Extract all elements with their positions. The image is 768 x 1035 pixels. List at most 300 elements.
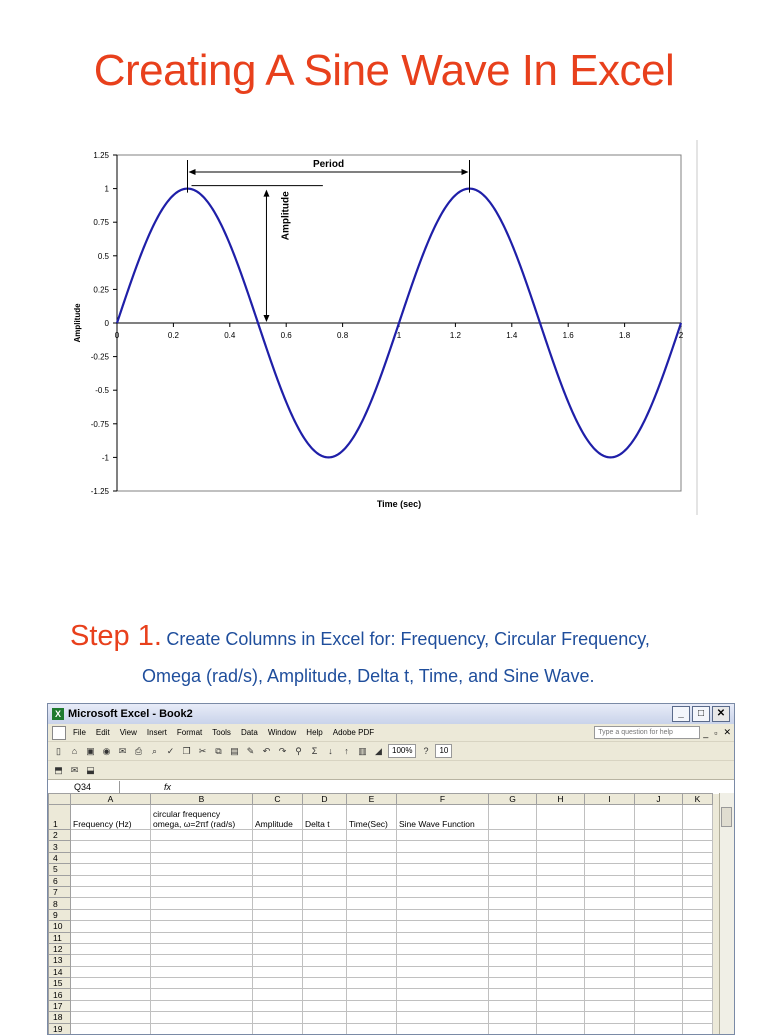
table-cell[interactable] — [537, 886, 585, 897]
table-cell[interactable] — [151, 943, 253, 954]
autosum-icon[interactable]: Σ — [311, 745, 318, 756]
y-tick-label: 0.5 — [97, 251, 109, 261]
table-cell[interactable] — [347, 886, 397, 897]
convert-to-pdf-icon[interactable]: ⬒ — [54, 764, 63, 775]
table-cell[interactable] — [585, 978, 635, 989]
zoom-select[interactable]: 100% — [388, 744, 416, 758]
table-cell[interactable] — [71, 830, 151, 841]
table-cell[interactable] — [303, 875, 347, 886]
table-cell[interactable] — [489, 898, 537, 909]
row-header[interactable]: 8 — [49, 898, 71, 909]
table-cell[interactable] — [397, 864, 489, 875]
workbook-icon[interactable] — [52, 726, 66, 740]
table-cell[interactable] — [489, 864, 537, 875]
table-cell[interactable] — [71, 1023, 151, 1034]
column-header[interactable]: H — [537, 794, 585, 805]
table-cell[interactable] — [71, 886, 151, 897]
table-cell[interactable] — [347, 1000, 397, 1011]
table-cell[interactable] — [151, 841, 253, 852]
table-cell[interactable] — [303, 898, 347, 909]
name-box[interactable]: Q34 — [48, 781, 120, 793]
table-cell[interactable] — [397, 1012, 489, 1023]
table-cell[interactable] — [253, 989, 303, 1000]
table-cell[interactable] — [635, 1000, 683, 1011]
table-cell[interactable] — [253, 955, 303, 966]
spelling-icon[interactable]: ✓ — [166, 745, 175, 756]
table-cell[interactable] — [537, 864, 585, 875]
table-cell[interactable] — [397, 966, 489, 977]
table-cell[interactable] — [71, 989, 151, 1000]
table-cell[interactable] — [347, 978, 397, 989]
table-cell[interactable] — [489, 932, 537, 943]
table-cell[interactable] — [303, 921, 347, 932]
row-header[interactable]: 17 — [49, 1000, 71, 1011]
table-cell[interactable] — [537, 1000, 585, 1011]
table-cell[interactable] — [585, 852, 635, 863]
table-cell[interactable] — [347, 955, 397, 966]
table-cell[interactable] — [683, 989, 713, 1000]
pdf-review-icon[interactable]: ⬓ — [86, 764, 95, 775]
table-cell[interactable] — [253, 1012, 303, 1023]
table-cell[interactable] — [253, 932, 303, 943]
table-cell[interactable] — [537, 1012, 585, 1023]
table-cell[interactable] — [347, 966, 397, 977]
table-cell[interactable] — [303, 1023, 347, 1034]
row-header[interactable]: 1 — [49, 805, 71, 830]
table-cell[interactable] — [489, 909, 537, 920]
row-header[interactable]: 13 — [49, 955, 71, 966]
column-header[interactable]: D — [303, 794, 347, 805]
table-cell[interactable] — [347, 830, 397, 841]
table-cell[interactable] — [489, 955, 537, 966]
table-cell[interactable] — [537, 830, 585, 841]
table-cell[interactable] — [489, 841, 537, 852]
scrollbar-thumb[interactable] — [721, 807, 732, 827]
table-cell[interactable] — [303, 978, 347, 989]
table-cell[interactable] — [347, 921, 397, 932]
table-cell[interactable] — [151, 909, 253, 920]
print-icon[interactable]: ⎙ — [134, 745, 143, 756]
y-tick-label: 1.25 — [93, 151, 109, 160]
ask-question-input[interactable]: Type a question for help — [594, 726, 700, 739]
table-cell[interactable] — [347, 864, 397, 875]
column-header[interactable]: A — [71, 794, 151, 805]
table-cell[interactable] — [151, 830, 253, 841]
table-cell[interactable] — [71, 943, 151, 954]
table-cell[interactable] — [71, 978, 151, 989]
table-cell[interactable] — [71, 1000, 151, 1011]
table-cell[interactable] — [635, 932, 683, 943]
save-icon[interactable]: ▣ — [86, 745, 95, 756]
table-cell[interactable] — [683, 1012, 713, 1023]
cell-k1[interactable] — [683, 805, 713, 830]
table-cell[interactable] — [253, 886, 303, 897]
cell-e1[interactable]: Time(Sec) — [347, 805, 397, 830]
table-cell[interactable] — [253, 943, 303, 954]
table-cell[interactable] — [585, 955, 635, 966]
table-cell[interactable] — [151, 886, 253, 897]
table-cell[interactable] — [635, 966, 683, 977]
worksheet-grid[interactable] — [48, 793, 734, 1035]
column-header[interactable]: B — [151, 794, 253, 805]
table-cell[interactable] — [635, 852, 683, 863]
table-cell[interactable] — [635, 875, 683, 886]
row-header[interactable]: 15 — [49, 978, 71, 989]
table-cell[interactable] — [397, 830, 489, 841]
table-cell[interactable] — [585, 830, 635, 841]
table-cell[interactable] — [397, 898, 489, 909]
table-cell[interactable] — [303, 966, 347, 977]
table-cell[interactable] — [253, 966, 303, 977]
row-header[interactable]: 11 — [49, 932, 71, 943]
column-header[interactable]: J — [635, 794, 683, 805]
cell-b1[interactable] — [151, 805, 253, 830]
table-cell[interactable] — [347, 898, 397, 909]
table-cell[interactable] — [489, 978, 537, 989]
table-cell[interactable] — [585, 1012, 635, 1023]
table-cell[interactable] — [537, 852, 585, 863]
row-header[interactable]: 18 — [49, 1012, 71, 1023]
redo-icon[interactable]: ↷ — [278, 745, 287, 756]
table-cell[interactable] — [683, 864, 713, 875]
table-cell[interactable] — [347, 852, 397, 863]
column-header[interactable]: E — [347, 794, 397, 805]
table-cell[interactable] — [397, 989, 489, 1000]
table-cell[interactable] — [489, 1023, 537, 1034]
table-cell[interactable] — [683, 830, 713, 841]
x-tick-label: 1 — [396, 331, 402, 340]
table-cell[interactable] — [71, 921, 151, 932]
menu-adobe-pdf[interactable]: Adobe PDF — [332, 728, 375, 737]
table-cell[interactable] — [585, 932, 635, 943]
table-cell[interactable] — [151, 898, 253, 909]
table-cell[interactable] — [347, 875, 397, 886]
column-header[interactable]: I — [585, 794, 635, 805]
table-cell[interactable] — [397, 932, 489, 943]
table-cell[interactable] — [151, 932, 253, 943]
table-cell[interactable] — [71, 852, 151, 863]
table-cell[interactable] — [397, 955, 489, 966]
fx-icon[interactable]: fx — [164, 782, 172, 792]
table-cell[interactable] — [71, 932, 151, 943]
pdf-email-icon[interactable]: ✉ — [70, 764, 79, 775]
table-cell[interactable] — [585, 921, 635, 932]
table-cell[interactable] — [585, 1000, 635, 1011]
table-cell[interactable] — [537, 841, 585, 852]
table-cell[interactable] — [253, 909, 303, 920]
menu-edit[interactable]: Edit — [95, 728, 110, 737]
menu-insert[interactable]: Insert — [146, 728, 167, 737]
table-cell[interactable] — [253, 1023, 303, 1034]
y-tick-label: -1 — [101, 453, 109, 463]
table-cell[interactable] — [537, 955, 585, 966]
column-header[interactable]: C — [253, 794, 303, 805]
row-header[interactable]: 7 — [49, 886, 71, 897]
table-cell[interactable] — [585, 966, 635, 977]
table-cell[interactable] — [303, 864, 347, 875]
cell-j1[interactable] — [635, 805, 683, 830]
table-cell[interactable] — [489, 1012, 537, 1023]
table-cell[interactable] — [635, 909, 683, 920]
table-cell[interactable] — [635, 921, 683, 932]
cell-d1[interactable]: Delta t — [303, 805, 347, 830]
cell-b1-line1: circular frequency — [153, 809, 221, 819]
table-cell[interactable] — [253, 830, 303, 841]
menu-view[interactable]: View — [119, 728, 137, 737]
workbook-minimize-button[interactable]: _ — [703, 727, 709, 738]
table-cell[interactable] — [585, 864, 635, 875]
table-cell[interactable] — [253, 852, 303, 863]
table-cell[interactable] — [635, 943, 683, 954]
print-preview-icon[interactable]: ⌕ — [151, 745, 158, 756]
table-cell[interactable] — [683, 978, 713, 989]
table-cell[interactable] — [253, 841, 303, 852]
table-cell[interactable] — [635, 1012, 683, 1023]
table-cell[interactable] — [683, 852, 713, 863]
table-cell[interactable] — [253, 978, 303, 989]
table-row — [49, 898, 713, 909]
workbook-close-button[interactable]: ✕ — [723, 727, 731, 737]
close-button[interactable]: ✕ — [712, 706, 730, 722]
table-cell[interactable] — [585, 1023, 635, 1034]
row-header[interactable]: 19 — [49, 1023, 71, 1034]
table-cell[interactable] — [71, 955, 151, 966]
table-cell[interactable] — [537, 978, 585, 989]
table-cell[interactable] — [71, 1012, 151, 1023]
table-cell[interactable] — [537, 875, 585, 886]
table-cell[interactable] — [397, 1023, 489, 1034]
table-cell[interactable] — [347, 1023, 397, 1034]
vertical-scrollbar[interactable] — [719, 793, 734, 1035]
table-cell[interactable] — [489, 875, 537, 886]
table-cell[interactable] — [683, 966, 713, 977]
table-cell[interactable] — [71, 875, 151, 886]
menu-data[interactable]: Data — [240, 728, 258, 737]
column-header-row — [49, 794, 713, 805]
table-cell[interactable] — [489, 943, 537, 954]
x-tick-label: 0.6 — [280, 331, 292, 340]
table-cell[interactable] — [253, 875, 303, 886]
table-cell[interactable] — [537, 898, 585, 909]
table-cell[interactable] — [303, 886, 347, 897]
table-cell[interactable] — [253, 898, 303, 909]
row-header[interactable]: 9 — [49, 909, 71, 920]
table-cell[interactable] — [489, 1000, 537, 1011]
table-cell[interactable] — [71, 864, 151, 875]
table-cell[interactable] — [585, 886, 635, 897]
table-cell[interactable] — [303, 955, 347, 966]
table-cell[interactable] — [635, 898, 683, 909]
new-icon[interactable]: ▯ — [56, 745, 61, 756]
column-header[interactable]: K — [683, 794, 713, 805]
menu-format[interactable]: Format — [176, 728, 203, 737]
format-painter-icon[interactable]: ✎ — [246, 745, 255, 756]
table-cell[interactable] — [71, 898, 151, 909]
table-cell[interactable] — [303, 932, 347, 943]
table-cell[interactable] — [683, 1000, 713, 1011]
table-cell[interactable] — [683, 932, 713, 943]
table-cell[interactable] — [489, 852, 537, 863]
table-cell[interactable] — [585, 943, 635, 954]
row-header[interactable]: 5 — [49, 864, 71, 875]
table-cell[interactable] — [635, 989, 683, 1000]
table-cell[interactable] — [683, 898, 713, 909]
table-cell[interactable] — [537, 989, 585, 1000]
table-cell[interactable] — [397, 978, 489, 989]
table-cell[interactable] — [683, 909, 713, 920]
table-cell[interactable] — [303, 989, 347, 1000]
table-cell[interactable] — [397, 875, 489, 886]
select-all-corner[interactable] — [49, 794, 71, 805]
copy-icon[interactable]: ⧉ — [215, 745, 222, 756]
column-header[interactable]: G — [489, 794, 537, 805]
row-header[interactable]: 16 — [49, 989, 71, 1000]
paste-icon[interactable]: ▤ — [230, 745, 239, 756]
cell-c1[interactable]: Amplitude — [253, 805, 303, 830]
table-cell[interactable] — [683, 875, 713, 886]
table-cell[interactable] — [397, 852, 489, 863]
hyperlink-icon[interactable]: ⚲ — [295, 745, 302, 756]
table-cell[interactable] — [303, 1012, 347, 1023]
table-cell[interactable] — [585, 909, 635, 920]
step-text-line2: Omega (rad/s), Amplitude, Delta t, Time, and Sine Wave. — [142, 666, 595, 686]
table-cell[interactable] — [683, 921, 713, 932]
sort-ascending-icon[interactable]: ↓ — [328, 745, 333, 756]
table-cell[interactable] — [489, 921, 537, 932]
undo-icon[interactable]: ↶ — [262, 745, 271, 756]
font-size-select[interactable]: 10 — [435, 744, 452, 758]
table-cell[interactable] — [303, 830, 347, 841]
table-cell[interactable] — [303, 852, 347, 863]
table-cell[interactable] — [635, 955, 683, 966]
table-cell[interactable] — [71, 966, 151, 977]
table-cell[interactable] — [151, 1023, 253, 1034]
chart-wizard-icon[interactable]: ▥ — [358, 745, 367, 756]
cut-icon[interactable]: ✂ — [198, 745, 207, 756]
table-cell[interactable] — [683, 886, 713, 897]
table-cell[interactable] — [489, 886, 537, 897]
row-header[interactable]: 6 — [49, 875, 71, 886]
table-cell[interactable] — [397, 909, 489, 920]
table-cell[interactable] — [635, 1023, 683, 1034]
menu-help[interactable]: Help — [306, 728, 323, 737]
table-cell[interactable] — [489, 966, 537, 977]
table-cell[interactable] — [683, 955, 713, 966]
table-cell[interactable] — [489, 830, 537, 841]
table-cell[interactable] — [537, 921, 585, 932]
table-cell[interactable] — [151, 921, 253, 932]
table-cell[interactable] — [253, 1000, 303, 1011]
table-cell[interactable] — [537, 966, 585, 977]
y-tick-label: 0 — [104, 319, 109, 328]
table-cell[interactable] — [585, 898, 635, 909]
table-cell[interactable] — [683, 1023, 713, 1034]
table-cell[interactable] — [347, 989, 397, 1000]
table-cell[interactable] — [253, 921, 303, 932]
table-cell[interactable] — [537, 909, 585, 920]
table-cell[interactable] — [397, 886, 489, 897]
table-cell[interactable] — [635, 841, 683, 852]
table-cell[interactable] — [71, 909, 151, 920]
row-header[interactable]: 14 — [49, 966, 71, 977]
maximize-button[interactable]: □ — [692, 706, 710, 722]
row-header[interactable]: 12 — [49, 943, 71, 954]
email-icon[interactable]: ✉ — [118, 745, 127, 756]
table-cell[interactable] — [151, 955, 253, 966]
table-cell[interactable] — [303, 943, 347, 954]
column-header[interactable]: F — [397, 794, 489, 805]
table-cell[interactable] — [683, 943, 713, 954]
help-icon[interactable]: ? — [423, 745, 429, 756]
workbook-restore-button[interactable]: ▫ — [714, 727, 718, 738]
table-cell[interactable] — [151, 875, 253, 886]
table-cell[interactable] — [635, 830, 683, 841]
row-header[interactable]: 3 — [49, 841, 71, 852]
table-cell[interactable] — [151, 978, 253, 989]
table-cell[interactable] — [347, 841, 397, 852]
table-cell[interactable] — [537, 932, 585, 943]
table-cell[interactable] — [347, 932, 397, 943]
table-cell[interactable] — [151, 1012, 253, 1023]
open-icon[interactable]: ⌂ — [71, 745, 78, 756]
table-cell[interactable] — [585, 841, 635, 852]
drawing-icon[interactable]: ◢ — [375, 745, 382, 756]
table-cell[interactable] — [347, 943, 397, 954]
table-cell[interactable] — [253, 864, 303, 875]
table-cell[interactable] — [537, 1023, 585, 1034]
menu-file[interactable]: File — [73, 728, 86, 737]
table-cell[interactable] — [151, 989, 253, 1000]
cell-i1[interactable] — [585, 805, 635, 830]
table-cell[interactable] — [585, 989, 635, 1000]
cell-h1[interactable] — [537, 805, 585, 830]
cell-a1[interactable]: Frequency (Hz) — [71, 805, 151, 830]
table-cell[interactable] — [347, 909, 397, 920]
minimize-button[interactable]: _ — [672, 706, 690, 722]
table-cell[interactable] — [397, 841, 489, 852]
research-icon[interactable]: ❐ — [182, 745, 191, 756]
table-cell[interactable] — [151, 1000, 253, 1011]
table-cell[interactable] — [683, 841, 713, 852]
row-header[interactable]: 10 — [49, 921, 71, 932]
table-cell[interactable] — [347, 1012, 397, 1023]
table-cell[interactable] — [151, 864, 253, 875]
sort-descending-icon[interactable]: ↑ — [344, 745, 349, 756]
table-cell[interactable] — [635, 864, 683, 875]
table-cell[interactable] — [303, 1000, 347, 1011]
table-cell[interactable] — [397, 921, 489, 932]
table-cell[interactable] — [303, 841, 347, 852]
table-cell[interactable] — [397, 943, 489, 954]
table-cell[interactable] — [71, 841, 151, 852]
cell-f1[interactable]: Sine Wave Function — [397, 805, 489, 830]
menu-window[interactable]: Window — [267, 728, 297, 737]
row-header[interactable]: 2 — [49, 830, 71, 841]
table-cell[interactable] — [635, 978, 683, 989]
cell-g1[interactable] — [489, 805, 537, 830]
row-header[interactable]: 4 — [49, 852, 71, 863]
menu-tools[interactable]: Tools — [212, 728, 231, 737]
permission-icon[interactable]: ◉ — [102, 745, 111, 756]
table-cell[interactable] — [151, 966, 253, 977]
table-cell[interactable] — [635, 886, 683, 897]
table-cell[interactable] — [303, 909, 347, 920]
table-cell[interactable] — [151, 852, 253, 863]
table-cell[interactable] — [585, 875, 635, 886]
table-cell[interactable] — [537, 943, 585, 954]
table-cell[interactable] — [489, 989, 537, 1000]
table-cell[interactable] — [397, 1000, 489, 1011]
